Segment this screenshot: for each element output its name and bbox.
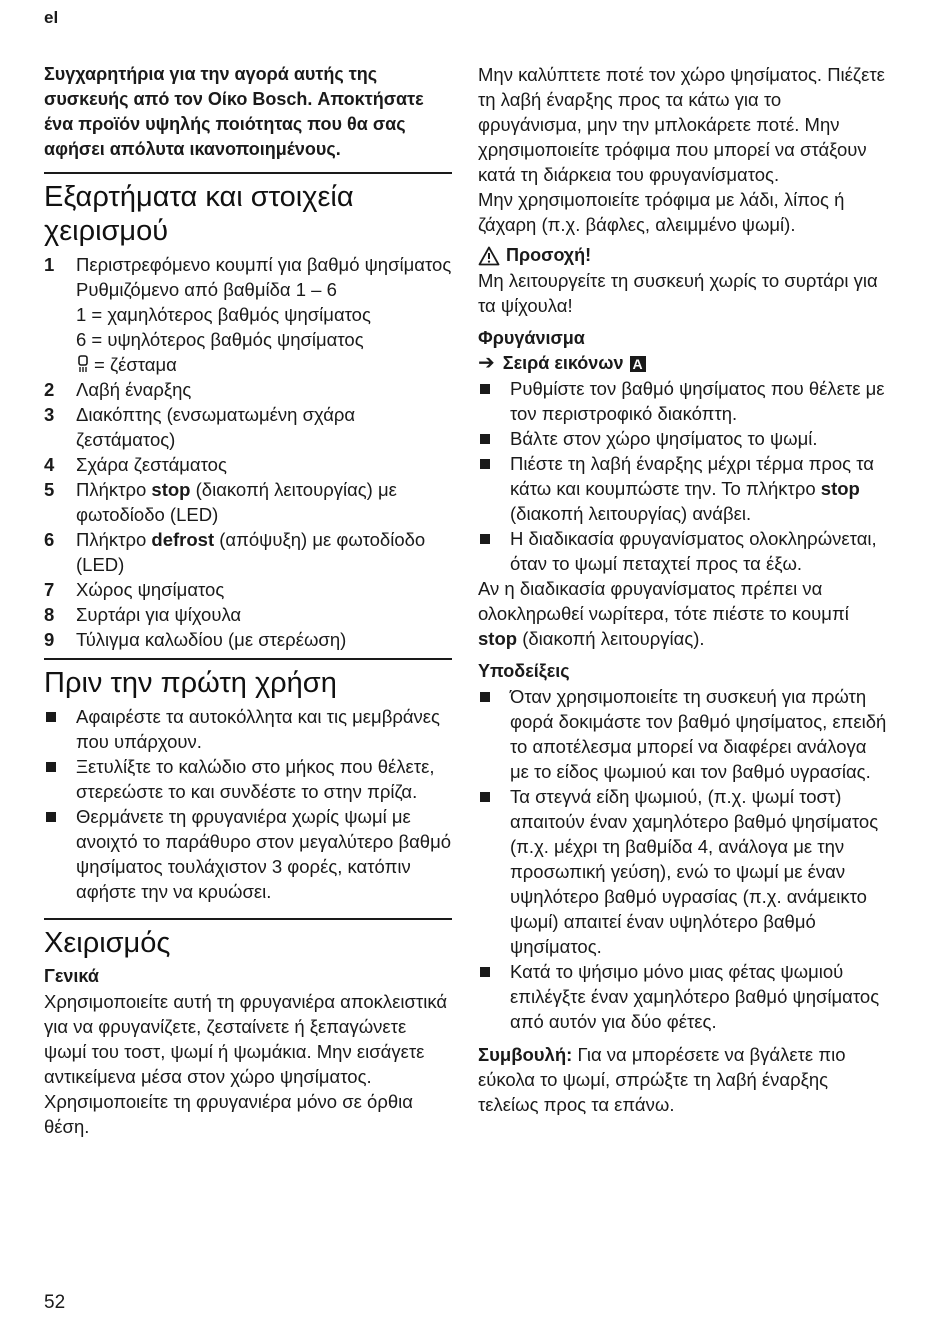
list-item: Τα στεγνά είδη ψωμιού, (π.χ. ψωμί τοστ) απαιτούν έναν χαμηλότερο βαθμό ψησίματος (π.χ. μέχρι τη βαθμίδα 4, ανάλογα με την προσωπική γεύση), ενώ το ψωμί με έναν υψηλότερο βαθμό υγρασίας (π.χ. ανάμεικτο ψωμί) απαιτεί έναν υψηλότερο βαθμό ψησίματος.	[478, 784, 888, 959]
part-max: 6 = υψηλότερος βαθμός ψησίματος	[76, 329, 364, 350]
list-item: Ρυθμίστε τον βαθμό ψησίματος που θέλετε με τον περιστροφικό διακόπτη.	[478, 376, 888, 426]
general-heading: Γενικά	[44, 966, 99, 986]
bullet-icon	[478, 426, 510, 451]
part-item-1	[44, 252, 452, 377]
part-item-2: 2 Λαβή έναρξης	[44, 379, 192, 400]
part-item-7: 7 Χώρος ψησίματος	[44, 579, 225, 600]
parts-list	[44, 252, 452, 652]
part-item-4: 4 Σχάρα ζεστάματος	[44, 454, 227, 475]
toasting-steps	[478, 376, 888, 576]
hints-list	[478, 684, 888, 1034]
bullet-icon	[478, 784, 510, 959]
list-item: Βάλτε στον χώρο ψησίματος το ψωμί.	[478, 426, 888, 451]
hints-heading: Υποδείξεις	[478, 661, 570, 681]
general-text: Χρησιμοποιείτε αυτή τη φρυγανιέρα αποκλειστικά για να φρυγανίζετε, ζεσταίνετε ή ξεπαγώνετε ψωμί του τοστ, ψωμί ή ψωμάκια. Μην εισάγετε αντικείμενα μέσα στον χώρο ψησίματος. Χρησιμοποιείτε τη φρυγανιέρα μόνο σε όρθια θέση.	[44, 991, 448, 1137]
part-warming: = ζέσταμα	[76, 352, 452, 377]
intro-text: Συγχαρητήρια για την αγορά αυτής της συσκευής από τον Οίκο Bosch. Αποκτήσατε ένα προϊόν υψηλής ποιότητας που θα σας αφήσει απόλυτα ικανοποιημένους.	[44, 64, 424, 159]
bullet-icon	[478, 959, 510, 1034]
list-item: Όταν χρησιμοποιείτε τη συσκευή για πρώτη φορά δοκιμάστε τον βαθμό ψησίματος, επειδή το αποτέλεσμα μπορεί να διαφέρει ανάλογα με το είδος ψωμιού και τον βαθμό υγρασίας.	[478, 684, 888, 784]
list-item: Θερμάνετε τη φρυγανιέρα χωρίς ψωμί με ανοιχτό το παράθυρο στον μεγαλύτερο βαθμό ψησίματος τουλάχιστον 3 φορές, κατόπιν αφήστε την να κρυώσει.	[44, 804, 452, 904]
usage-paragraph-2: Μην χρησιμοποιείτε τρόφιμα με λάδι, λίπος ή ζάχαρη (π.χ. βάφλες, αλειμμένο ψωμί).	[478, 189, 845, 235]
usage-paragraph-1: Μην καλύπτετε ποτέ τον χώρο ψησίματος. Πιέζετε τη λαβή έναρξης προς τα κάτω για το φρυγάνισμα, μην την μπλοκάρετε ποτέ. Μην χρησιμοποιείτε τρόφιμα που μπορεί να στάξουν κατά τη διάρκεια του φρυγανίσματος.	[478, 64, 885, 185]
part-range: Ρυθμιζόμενο από βαθμίδα 1 – 6	[76, 279, 337, 300]
left-column	[44, 62, 452, 1139]
image-letter-badge: A	[630, 356, 646, 372]
image-series-reference: ➔ Σειρά εικόνων A	[478, 351, 888, 376]
early-stop-text: Αν η διαδικασία φρυγανίσματος πρέπει να ολοκληρωθεί νωρίτερα, τότε πιέστε το κουμπί stop (διακοπή λειτουργίας).	[478, 578, 849, 649]
caution-heading: Προσοχή!	[478, 243, 888, 268]
part-item-3: 3 Διακόπτης (ενσωματωμένη σχάρα ζεστάματος)	[44, 404, 356, 450]
warning-icon	[478, 246, 500, 266]
bullet-icon	[44, 704, 76, 754]
part-item-6: 6 Πλήκτρο defrost (απόψυξη) με φωτοδίοδο (LED)	[44, 529, 426, 575]
bullet-icon	[478, 684, 510, 784]
bullet-icon	[478, 451, 510, 526]
tip-text: Συμβουλή: Για να μπορέσετε να βγάλετε πιο εύκολα το ψωμί, σπρώξτε τη λαβή έναρξης τελείως προς τα επάνω.	[478, 1044, 846, 1115]
part-item-8: 8 Συρτάρι για ψίχουλα	[44, 604, 242, 625]
list-item: Κατά το ψήσιμο μόνο μιας φέτας ψωμιού επιλέγξτε έναν χαμηλότερο βαθμό ψησίματος από αυτόν για δύο φέτες.	[478, 959, 888, 1034]
warming-rack-icon	[76, 355, 90, 373]
parts-heading: Εξαρτήματα και στοιχεία χειρισμού	[44, 172, 452, 248]
operation-heading: Χειρισμός	[44, 918, 452, 960]
list-item: Η διαδικασία φρυγανίσματος ολοκληρώνεται, όταν το ψωμί πεταχτεί προς τα έξω.	[478, 526, 888, 576]
list-item: Αφαιρέστε τα αυτοκόλλητα και τις μεμβράνες που υπάρχουν.	[44, 704, 452, 754]
bullet-icon	[44, 754, 76, 804]
caution-text: Μη λειτουργείτε τη συσκευή χωρίς το συρτάρι για τα ψίχουλα!	[478, 270, 878, 316]
bullet-icon	[478, 376, 510, 426]
list-item: Πιέστε τη λαβή έναρξης μέχρι τέρμα προς τα κάτω και κουμπώστε την. Το πλήκτρο stop (διακοπή λειτουργίας) ανάβει.	[478, 451, 888, 526]
page-number: 52	[44, 1292, 66, 1313]
part-item-5: 5 Πλήκτρο stop (διακοπή λειτουργίας) με φωτοδίοδο (LED)	[44, 479, 397, 525]
part-min: 1 = χαμηλότερος βαθμός ψησίματος	[76, 304, 371, 325]
language-code: el	[44, 8, 59, 27]
part-label: Περιστρεφόμενο κουμπί για βαθμό ψησίματος	[76, 254, 452, 275]
list-item: Ξετυλίξτε το καλώδιο στο μήκος που θέλετε, στερεώστε το και συνδέστε το στην πρίζα.	[44, 754, 452, 804]
part-item-9: 9 Τύλιγμα καλωδίου (με στερέωση)	[44, 629, 347, 650]
arrow-right-icon: ➔	[478, 352, 495, 374]
right-column	[478, 62, 888, 1117]
first-use-heading: Πριν την πρώτη χρήση	[44, 658, 452, 700]
bullet-icon	[44, 804, 76, 904]
part-number: 1	[44, 254, 55, 275]
first-use-list	[44, 704, 452, 904]
bullet-icon	[478, 526, 510, 576]
toasting-heading: Φρυγάνισμα	[478, 328, 585, 348]
